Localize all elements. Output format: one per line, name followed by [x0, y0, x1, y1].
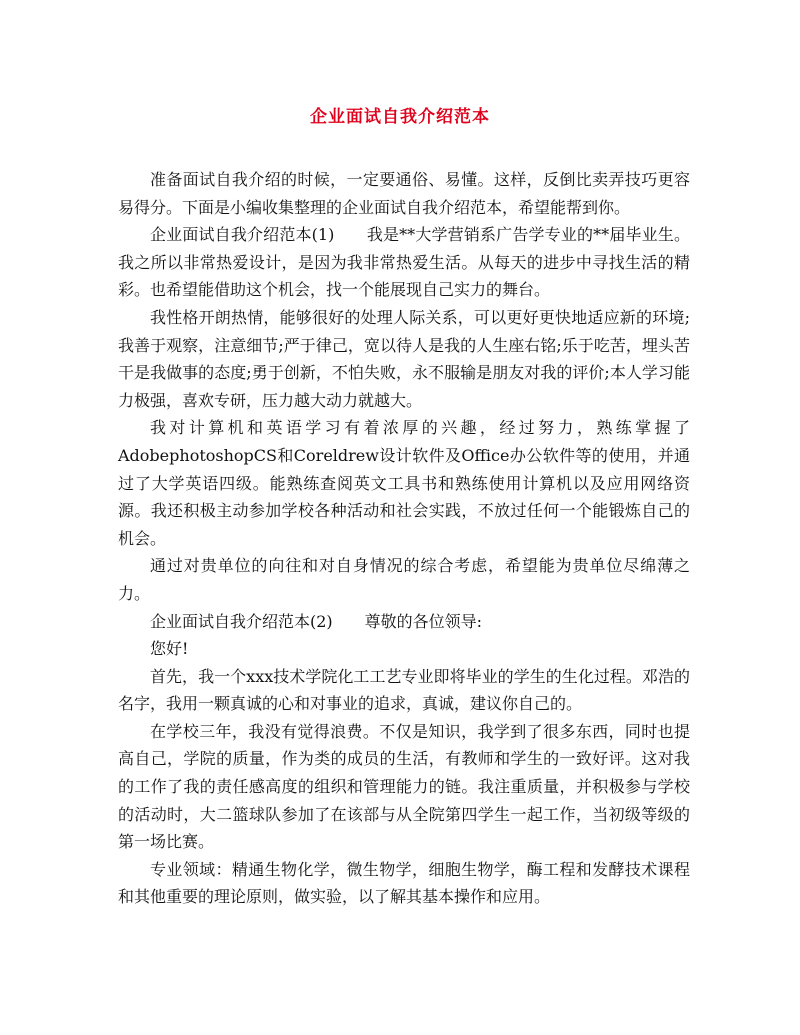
- paragraph-sample-1: 企业面试自我介绍范本(1) 我是**大学营销系广告学专业的**届毕业生。我之所以非常热爱设计，是因为我非常热爱生活。从每天的进步中寻找生活的精彩。也希望能借助这个机会，找一个能展现自己实力的舞台。: [118, 225, 690, 300]
- paragraph-skills: 我对计算机和英语学习有着浓厚的兴趣，经过努力，熟练掌握了AdobephotoshopCS和Coreldrew设计软件及Office办公软件等的使用，并通过了大学英语四级。能熟练查阅英文工具书和熟练使用计算机以及应用网络资源。我还积极主动参加学校各种活动和社会实践，不放过任何一个能锻炼自己的机会。: [118, 418, 690, 548]
- paragraph-sample-2: 企业面试自我介绍范本(2) 尊敬的各位领导:: [150, 611, 483, 631]
- document-title: 企业面试自我介绍范本: [310, 107, 490, 127]
- document-body: [118, 166, 690, 911]
- paragraph-greeting: 您好!: [150, 639, 189, 659]
- paragraph-introduction: 首先，我一个xxx技术学院化工工艺专业即将毕业的学生的生化过程。邓浩的名字，我用一颗真诚的心和对事业的追求，真诚，建议你自己的。: [118, 666, 690, 714]
- paragraph-closing-1: 通过对贵单位的向往和对自身情况的综合考虑，希望能为贵单位尽绵薄之力。: [118, 556, 690, 603]
- paragraph-intro: 准备面试自我介绍的时候，一定要通俗、易懂。这样，反倒比卖弄技巧更容易得分。下面是小编收集整理的企业面试自我介绍范本，希望能帮到你。: [118, 170, 690, 217]
- paragraph-field: 专业领域：精通生物化学，微生物学，细胞生物学，酶工程和发酵技术课程和其他重要的理论原则，做实验，以了解其基本操作和应用。: [118, 859, 690, 907]
- paragraph-personality: 我性格开朗热情，能够很好的处理人际关系，可以更好更快地适应新的环境;我善于观察，注意细节;严于律己，宽以待人是我的人生座右铭;乐于吃苦，埋头苦干是我做事的态度;勇于创新，不怕失败，永不服输是朋友对我的评价;本人学习能力极强，喜欢专研，压力越大动力就越大。: [118, 307, 690, 410]
- paragraph-school: 在学校三年，我没有觉得浪费。不仅是知识，我学到了很多东西，同时也提高自己，学院的质量，作为类的成员的生活，有教师和学生的一致好评。这对我的工作了我的责任感高度的组织和管理能力的链。我注重质量，并积极参与学校的活动时，大二篮球队参加了在该部与从全院第四学生一起工作，当初级等级的第一场比赛。: [118, 721, 690, 852]
